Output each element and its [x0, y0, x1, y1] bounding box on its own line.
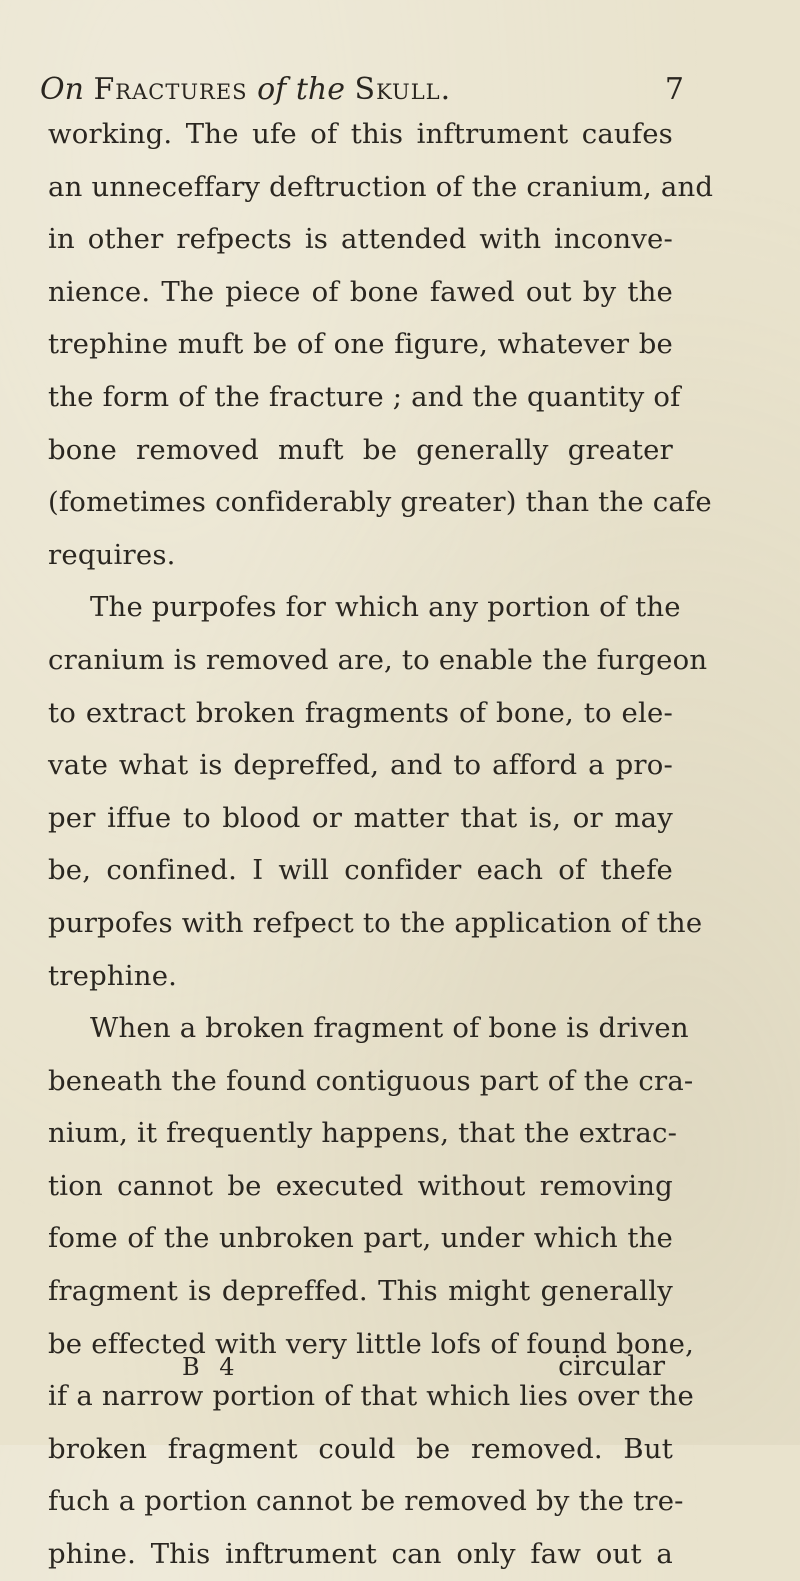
text-line: fragment is depreffed. This might generally	[48, 1275, 673, 1308]
text-line: working. The ufe of this inftrument caufes	[48, 118, 673, 150]
text-line: requires.	[48, 538, 176, 571]
text-line: the form of the fracture ; and the quantity of	[48, 380, 681, 413]
paragraph-start-line: When a broken fragment of bone is driven	[90, 1012, 689, 1045]
paragraph-start-line: The purpofes for which any portion of the	[90, 591, 681, 624]
text-line: purpofes with refpect to the application of the	[48, 906, 703, 939]
text-line: fome of the unbroken part, under which the	[48, 1222, 673, 1255]
text-line: an unneceffary deftruction of the cranium, and	[48, 170, 714, 203]
text-line: nium, it frequently happens, that the extrac-	[48, 1117, 678, 1150]
text-line: phine. This inftrument can only faw out a	[48, 1538, 673, 1571]
text-line: to extract broken fragments of bone, to ele-	[48, 696, 673, 729]
text-line: cranium is removed are, to enable the furgeon	[48, 643, 708, 676]
text-line: vate what is depreffed, and to afford a pro-	[48, 749, 673, 782]
text-line: trephine muft be of one figure, whatever be	[48, 328, 673, 361]
signature-mark: B 4	[182, 1353, 241, 1381]
text-line: bone removed muft be generally greater	[48, 433, 673, 466]
text-line: fuch a portion cannot be removed by the tre-	[48, 1485, 684, 1518]
page-footer	[48, 1347, 673, 1387]
text-line: trephine.	[48, 959, 178, 992]
text-line: if a narrow portion of that which lies over the	[48, 1380, 694, 1413]
text-line: per iffue to blood or matter that is, or may	[48, 801, 673, 834]
catchword: circular	[558, 1351, 665, 1382]
text-line: nience. The piece of bone fawed out by the	[48, 275, 673, 308]
running-title: On Fractures of the Skull.	[40, 72, 452, 107]
text-line: broken fragment could be removed. But	[48, 1432, 673, 1465]
running-head	[40, 70, 684, 110]
text-line: tion cannot be executed without removing	[48, 1169, 673, 1202]
text-line: (fometimes confiderably greater) than the cafe	[48, 486, 712, 519]
text-line: beneath the found contiguous part of the cra-	[48, 1064, 694, 1097]
text-line: be effected with very little lofs of found bone,	[48, 1327, 695, 1360]
text-line: be, confined. I will confider each of thefe	[48, 854, 673, 887]
page-number: 7	[664, 72, 684, 107]
text-line: in other refpects is attended with inconve-	[48, 223, 673, 256]
